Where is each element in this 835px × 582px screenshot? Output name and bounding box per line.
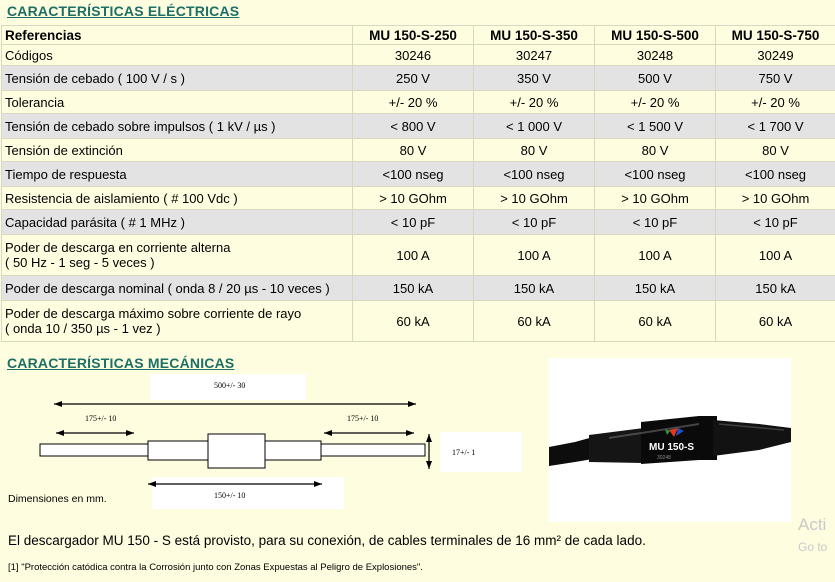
cell-value: 80 V (474, 139, 595, 162)
product-photo (549, 358, 791, 522)
row-label-text: Tensión de cebado ( 100 V / s ) (5, 70, 185, 86)
table-row (2, 66, 835, 91)
photo-code: 30248 (657, 455, 671, 461)
cell-value: <100 nseg (716, 162, 835, 187)
cell-value: <100 nseg (353, 162, 474, 187)
cell-value: > 10 GOhm (474, 187, 595, 210)
cell-value: > 10 GOhm (595, 187, 716, 210)
cell-value: 350 V (474, 66, 595, 91)
cell-value: < 1 000 V (474, 114, 595, 139)
dim-total-label: 500+/- 30 (214, 381, 246, 390)
header-model-2: MU 150-S-350 (474, 26, 595, 45)
cell-value: 30246 (353, 45, 474, 66)
header-model-4: MU 150-S-750 (716, 26, 835, 45)
header-model-3: MU 150-S-500 (595, 26, 716, 45)
row-label (2, 114, 353, 139)
photo-label: MU 150-S (649, 442, 695, 453)
row-label-text: Capacidad parásita ( # 1 MHz ) (5, 214, 185, 230)
dimensions-note: Dimensiones en mm. (8, 493, 107, 505)
electrical-specs-table (1, 25, 835, 342)
row-label (2, 45, 353, 66)
table-row (2, 210, 835, 235)
row-label (2, 139, 353, 162)
row-label-text: Poder de descarga en corriente alterna (5, 240, 231, 255)
dim-center-label: 150+/- 10 (214, 491, 246, 500)
cell-value: 500 V (595, 66, 716, 91)
row-label-text: Resistencia de aislamiento ( # 100 Vdc ) (5, 190, 238, 206)
row-label-text: Códigos (5, 47, 53, 63)
cell-value: <100 nseg (595, 162, 716, 187)
cell-value: 250 V (353, 66, 474, 91)
header-model-1: MU 150-S-250 (353, 26, 474, 45)
cell-value: 100 A (595, 235, 716, 276)
row-label (2, 187, 353, 210)
dim-height-label: 17+/- 1 (452, 448, 476, 457)
cell-value: 60 kA (353, 301, 474, 342)
table-row (2, 187, 835, 210)
cell-value: > 10 GOhm (353, 187, 474, 210)
table-row (2, 301, 835, 342)
cell-value: 80 V (353, 139, 474, 162)
header-references: Referencias (2, 26, 353, 45)
row-label-text: Tensión de cebado sobre impulsos ( 1 kV / µs ) (5, 118, 276, 134)
footnote: [1] "Protección catódica contra la Corrosión junto con Zonas Expuestas al Peligro de Explosiones". (8, 562, 423, 573)
cell-value: < 1 700 V (716, 114, 835, 139)
cell-value: 150 kA (474, 276, 595, 301)
cell-value: 30249 (716, 45, 835, 66)
cell-value: < 10 pF (474, 210, 595, 235)
row-label-subtext: ( 50 Hz - 1 seg - 5 veces ) (5, 255, 155, 270)
activation-watermark-line2: Go to (798, 540, 828, 554)
cell-value: 150 kA (353, 276, 474, 301)
row-label-subtext: ( onda 10 / 350 µs - 1 vez ) (5, 321, 161, 336)
cell-value: 80 V (595, 139, 716, 162)
cell-value: 150 kA (595, 276, 716, 301)
cable-right (321, 444, 425, 456)
cell-value: < 800 V (353, 114, 474, 139)
sleeve-left (148, 441, 208, 460)
cell-value: <100 nseg (474, 162, 595, 187)
row-label-text: Poder de descarga nominal ( onda 8 / 20 µs - 10 veces ) (5, 280, 330, 296)
table-row (2, 162, 835, 187)
row-label (2, 301, 353, 342)
cell-value: 60 kA (474, 301, 595, 342)
cell-value: < 10 pF (353, 210, 474, 235)
table-header-row (2, 26, 835, 45)
cell-value: 150 kA (716, 276, 835, 301)
row-label (2, 162, 353, 187)
cell-value: +/- 20 % (716, 91, 835, 114)
table-row (2, 235, 835, 276)
connection-description: El descargador MU 150 - S está provisto, para su conexión, de cables terminales de 16 mm² de cada lado. (8, 533, 646, 548)
cell-value: 30247 (474, 45, 595, 66)
row-label-text: Tensión de extinción (5, 142, 123, 158)
cell-value: 100 A (353, 235, 474, 276)
dim-left-label: 175+/- 10 (85, 414, 117, 423)
table-row (2, 114, 835, 139)
table-row (2, 139, 835, 162)
row-label (2, 235, 353, 276)
electrical-section-title: CARACTERÍSTICAS ELÉCTRICAS (7, 3, 240, 19)
cell-value: 100 A (716, 235, 835, 276)
table-row (2, 91, 835, 114)
row-label-text: Poder de descarga máximo sobre corriente de rayo (5, 306, 302, 321)
row-label-text: Tolerancia (5, 94, 65, 110)
cell-value: 80 V (716, 139, 835, 162)
cell-value: 60 kA (716, 301, 835, 342)
row-label (2, 210, 353, 235)
cell-value: +/- 20 % (353, 91, 474, 114)
cable-left (40, 444, 148, 456)
table-row (2, 276, 835, 301)
cell-value: < 10 pF (595, 210, 716, 235)
cell-value: 100 A (474, 235, 595, 276)
cell-value: < 1 500 V (595, 114, 716, 139)
row-label (2, 91, 353, 114)
cell-value: > 10 GOhm (716, 187, 835, 210)
central-body (208, 434, 265, 468)
cell-value: 30248 (595, 45, 716, 66)
row-label (2, 66, 353, 91)
row-label-text: Tiempo de respuesta (5, 166, 127, 182)
cell-value: +/- 20 % (474, 91, 595, 114)
dim-right-label: 175+/- 10 (347, 414, 379, 423)
cell-value: +/- 20 % (595, 91, 716, 114)
mechanical-section-title: CARACTERÍSTICAS MECÁNICAS (7, 355, 235, 371)
cell-value: < 10 pF (716, 210, 835, 235)
row-label (2, 276, 353, 301)
cell-value: 60 kA (595, 301, 716, 342)
dimension-drawing (0, 370, 540, 510)
table-row (2, 45, 835, 66)
activation-watermark-line1: Acti (798, 515, 827, 534)
sleeve-right (265, 441, 321, 460)
cell-value: 750 V (716, 66, 835, 91)
